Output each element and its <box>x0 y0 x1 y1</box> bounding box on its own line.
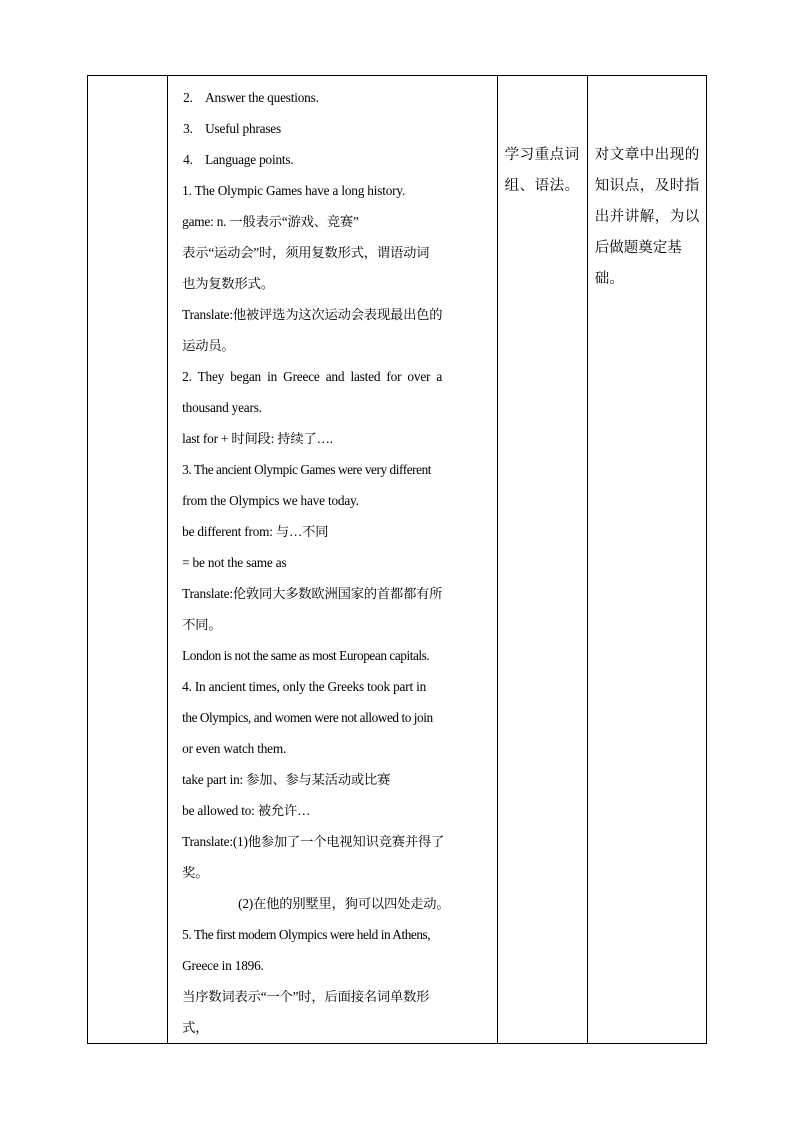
list-item: 4. Language points. <box>183 152 294 167</box>
point-2-heading: thousand years. <box>182 400 262 415</box>
design-intent-text: 知识点，及时指 <box>594 178 700 194</box>
translate-exercise: Translate:他被评选为这次运动会表现最出色的 <box>182 307 443 322</box>
translate-exercise: 奖。 <box>182 865 209 880</box>
point-3-note: be different from: 与…不同 <box>182 524 329 539</box>
design-intent-text: 出并讲解，为以 <box>594 209 700 225</box>
translate-exercise: 不同。 <box>182 617 222 632</box>
translate-exercise: 运动员。 <box>182 338 235 353</box>
point-4-heading: or even watch them. <box>182 741 287 756</box>
translate-exercise: Translate:伦敦同大多数欧洲国家的首都都有所 <box>182 586 443 601</box>
point-3-heading: 3. The ancient Olympic Games were very different <box>182 462 432 477</box>
point-4-heading: the Olympics, and women were not allowed to join <box>182 710 433 725</box>
point-1-heading: 1. The Olympic Games have a long history. <box>182 183 406 198</box>
point-5-note: 当序数词表示“一个”时，后面接名词单数形 <box>182 989 430 1004</box>
teaching-content-cell <box>168 76 498 1044</box>
point-2-heading: 2. They began in Greece and lasted for over a <box>182 369 443 384</box>
point-4-note: be allowed to: 被允许… <box>182 803 311 818</box>
point-2-note: last for + 时间段: 持续了…. <box>182 431 333 446</box>
point-3-note: = be not the same as <box>182 555 287 570</box>
student-activity-text: 组、语法。 <box>504 178 580 194</box>
list-item: 3. Useful phrases <box>183 121 281 136</box>
design-intent-cell <box>587 76 706 1044</box>
student-activity-cell <box>497 76 587 1044</box>
design-intent-text: 后做题奠定基础。 <box>594 240 682 287</box>
point-5-heading: 5. The first modern Olympics were held in Athens, <box>182 927 431 942</box>
point-1-note: 也为复数形式。 <box>182 276 274 291</box>
point-4-note: take part in: 参加、参与某活动或比赛 <box>182 772 391 787</box>
student-activity-text: 学习重点词 <box>504 147 580 163</box>
translate-exercise: (2)在他的别墅里，狗可以四处走动。 <box>238 896 450 911</box>
example-sentence: London is not the same as most European capitals. <box>182 648 430 663</box>
translate-exercise: Translate:(1)他参加了一个电视知识竞赛并得了 <box>182 834 445 849</box>
point-1-note: 表示“运动会”时，须用复数形式，谓语动词 <box>182 245 430 260</box>
table-row <box>88 76 707 1044</box>
lesson-plan-table <box>87 75 707 1044</box>
point-3-heading: from the Olympics we have today. <box>182 493 359 508</box>
design-intent-text: 对文章中出现的 <box>594 147 700 163</box>
point-4-heading: 4. In ancient times, only the Greeks took part in <box>182 679 427 694</box>
point-5-heading: Greece in 1896. <box>182 958 264 973</box>
stage-cell <box>88 76 168 1044</box>
point-5-note: 式， <box>182 1020 209 1035</box>
point-1-note: game: n. 一般表示“游戏、竞赛” <box>182 214 359 229</box>
list-item: 2. Answer the questions. <box>183 90 319 105</box>
